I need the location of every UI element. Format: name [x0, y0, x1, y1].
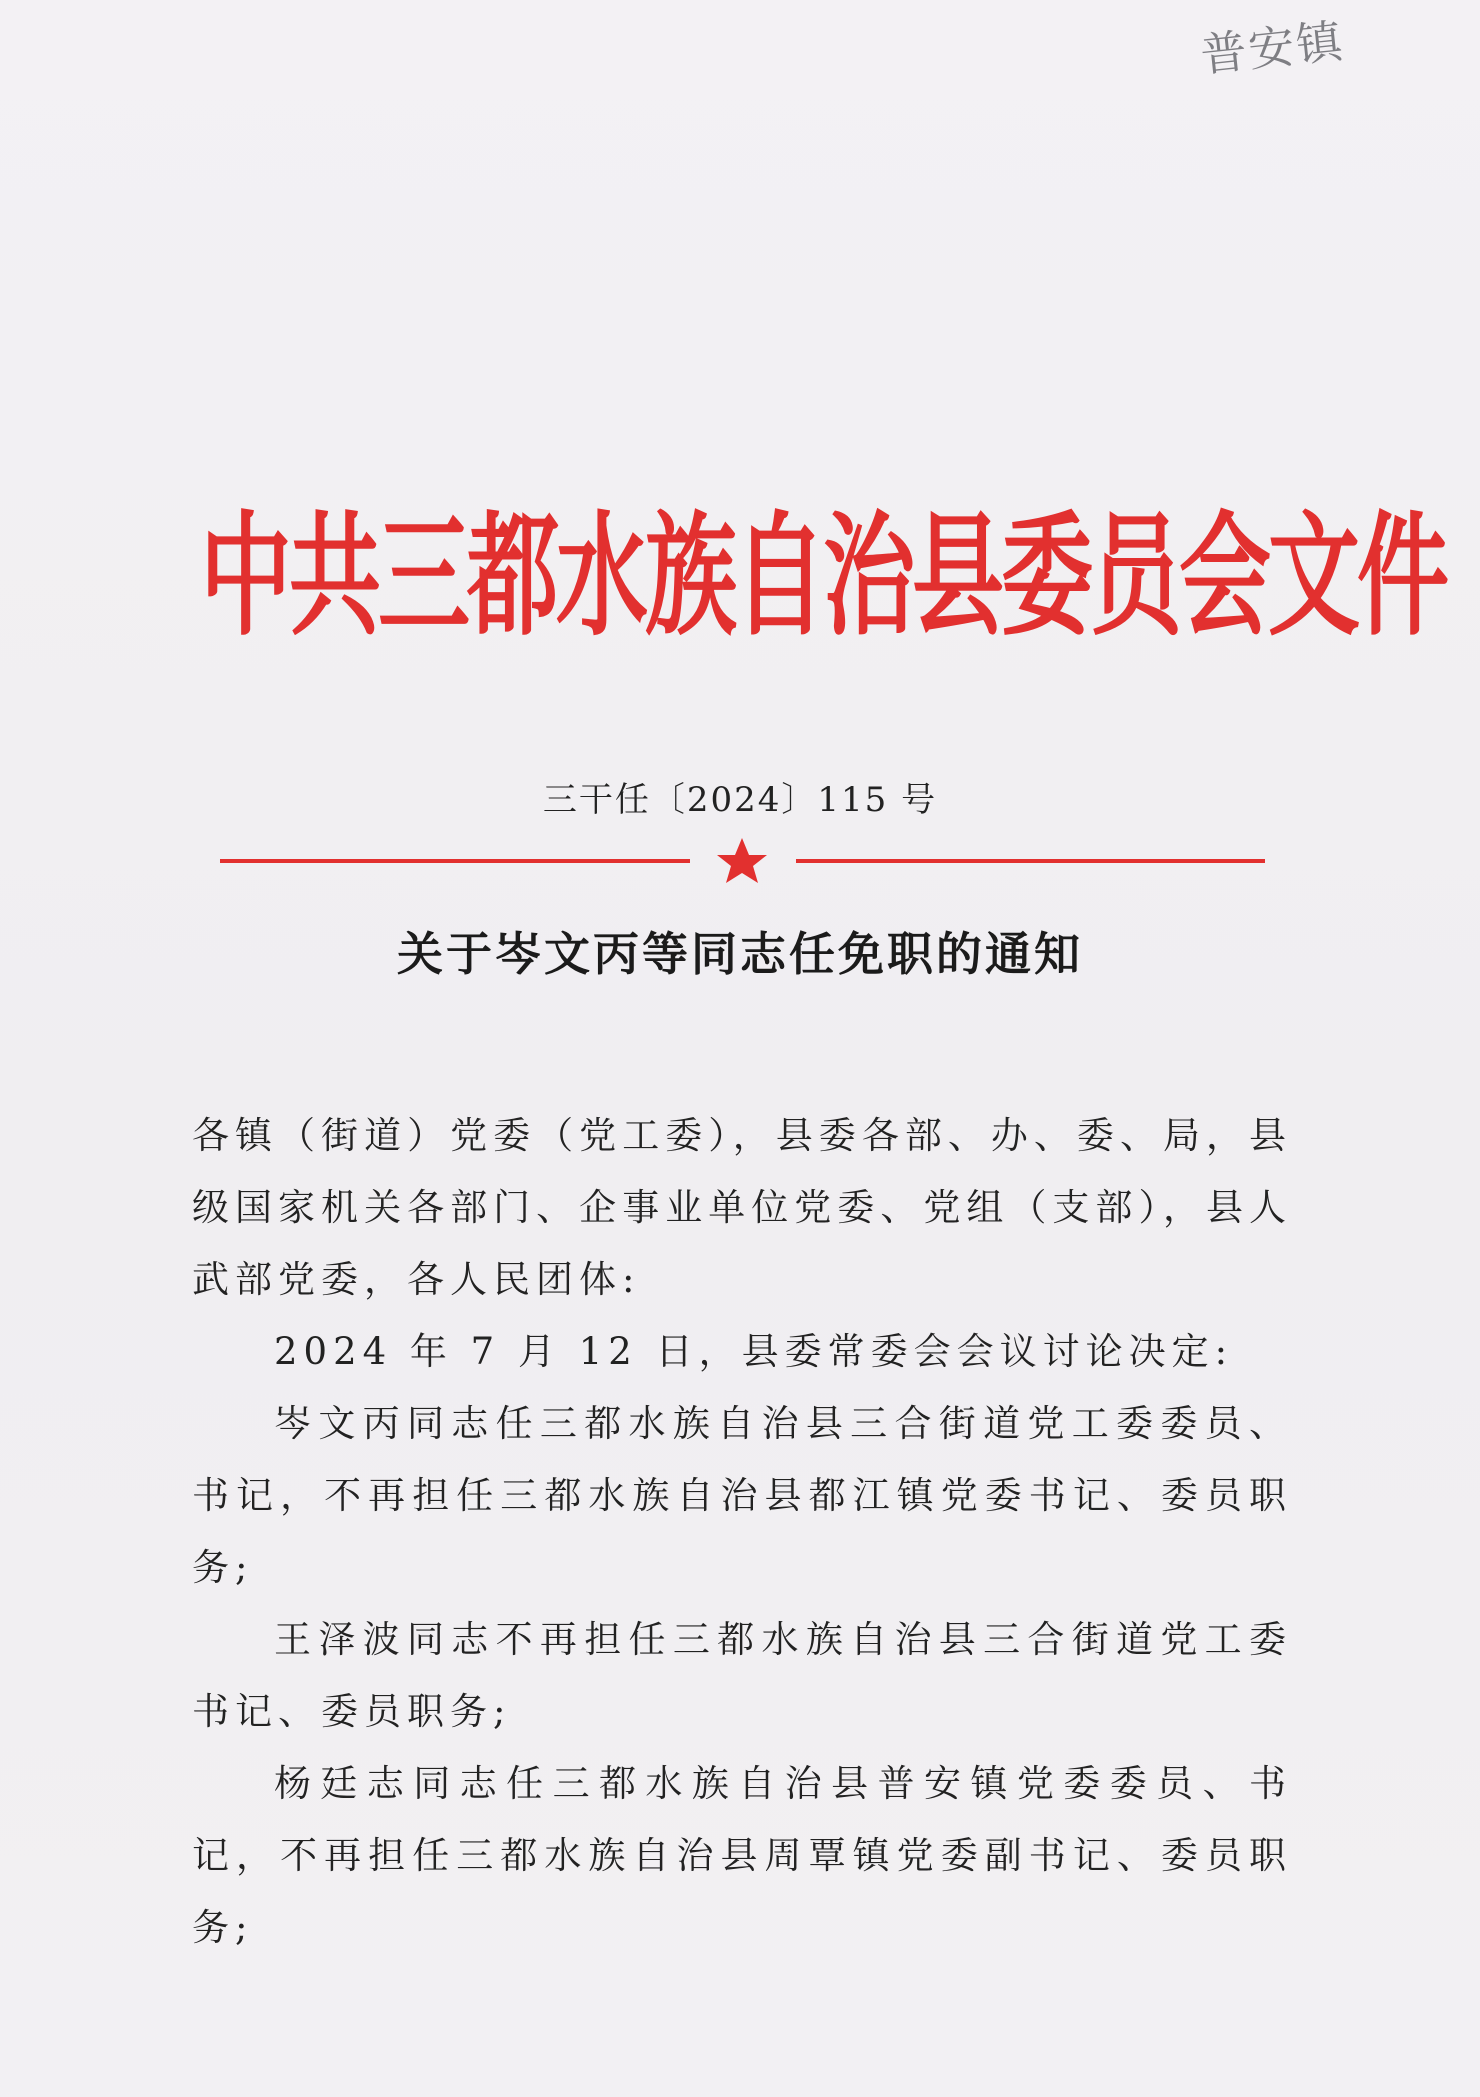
star-icon — [717, 838, 767, 883]
document-body — [192, 1100, 1292, 1964]
document-title: 关于岑文丙等同志任免职的通知 — [397, 927, 1083, 981]
document-masthead: 中共三都水族自治县委员会文件 — [200, 499, 1447, 655]
decision-paragraph: 2024 年 7 月 12 日，县委常委会会议讨论决定: — [274, 1330, 1234, 1373]
appointment-paragraph: 岑文丙同志任三都水族自治县三合街道党工委委员、书记，不再担任三都水族自治县都江镇党委书记、委员职务; — [192, 1402, 1292, 1589]
salutation-paragraph: 各镇（街道）党委（党工委），县委各部、办、委、局，县级国家机关各部门、企事业单位党委、党组（支部），县人武部党委，各人民团体: — [192, 1114, 1292, 1301]
red-divider — [220, 836, 1265, 886]
appointment-paragraph: 王泽波同志不再担任三都水族自治县三合街道党工委书记、委员职务; — [192, 1618, 1292, 1733]
appointment-paragraph: 杨廷志同志任三都水族自治县普安镇党委委员、书记，不再担任三都水族自治县周覃镇党委副书记、委员职务; — [192, 1762, 1292, 1949]
document-number: 三干任〔2024〕115 号 — [542, 780, 938, 820]
handwritten-note: 普安镇 — [1197, 13, 1347, 83]
